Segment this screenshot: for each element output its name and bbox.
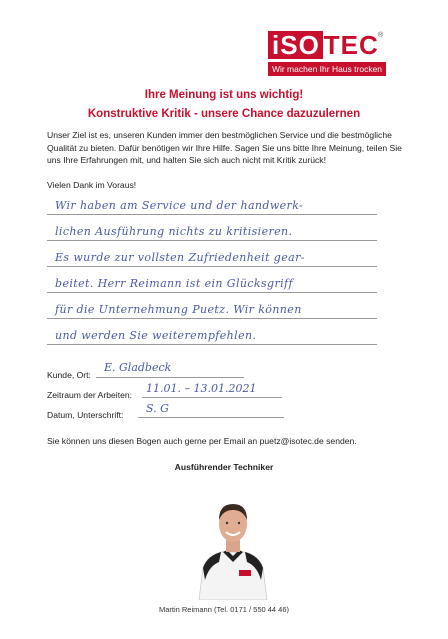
- handwritten-text: und werden Sie weiterempfehlen.: [55, 329, 257, 342]
- handwritten-line: [47, 322, 377, 345]
- form-title: Ihre Meinung ist uns wichtig!: [144, 89, 304, 101]
- technician-photo: [193, 490, 273, 600]
- period-value: 11.01. – 13.01.2021: [146, 382, 257, 395]
- intro-paragraph: Unser Ziel ist es, unseren Kunden immer den bestmöglichen Service und die bestmögliche Qualität zu bieten. Dafür benötigen wir Ihre Hilfe. Sagen Sie uns bitte Ihre Meinung, teilen Sie uns Ihre Erfahrungen mit, und halten Sie sich auch nicht mit Kritik zurück!: [47, 130, 402, 165]
- handwritten-text: lichen Ausführung nichts zu kritisieren.: [55, 225, 293, 238]
- technician-caption: Martin Reimann (Tel. 0171 / 550 44 46): [158, 605, 290, 614]
- handwritten-feedback: [47, 192, 377, 352]
- period-field: [142, 383, 282, 398]
- form-subtitle: Konstruktive Kritik - unsere Chance dazuzulernen: [87, 108, 361, 120]
- handwritten-line: [47, 192, 377, 215]
- handwritten-line: [47, 270, 377, 293]
- isotec-logo: [268, 30, 386, 76]
- technician-heading: Ausführender Techniker: [174, 462, 274, 472]
- customer-label: Kunde, Ort:: [47, 370, 91, 380]
- logo-part-iso: iSO: [268, 31, 323, 59]
- logo-tagline: Wir machen Ihr Haus trocken: [268, 62, 386, 76]
- handwritten-text: Wir haben am Service und der handwerk-: [55, 199, 304, 212]
- handwritten-line: [47, 218, 377, 241]
- customer-field: [96, 363, 244, 378]
- handwritten-line: [47, 296, 377, 319]
- registered-mark: ®: [378, 32, 384, 39]
- date-signature-label: Datum, Unterschrift:: [47, 410, 124, 420]
- customer-value: E. Gladbeck: [104, 361, 172, 374]
- date-signature-field: [138, 403, 284, 418]
- handwritten-text: Es wurde zur vollsten Zufriedenheit gear-: [55, 251, 305, 264]
- handwritten-text: für die Unternehmung Puetz. Wir können: [55, 303, 302, 316]
- email-note: Sie können uns diesen Bogen auch gerne per Email an puetz@isotec.de senden.: [47, 436, 357, 446]
- logo-part-tec: TEC: [323, 30, 379, 60]
- date-signature-value: S. G: [146, 402, 169, 415]
- thanks-text: Vielen Dank im Voraus!: [47, 180, 137, 190]
- handwritten-line: [47, 244, 377, 267]
- period-label: Zeitraum der Arbeiten:: [47, 390, 133, 400]
- handwritten-text: beitet. Herr Reimann ist ein Glücksgriff: [55, 277, 294, 290]
